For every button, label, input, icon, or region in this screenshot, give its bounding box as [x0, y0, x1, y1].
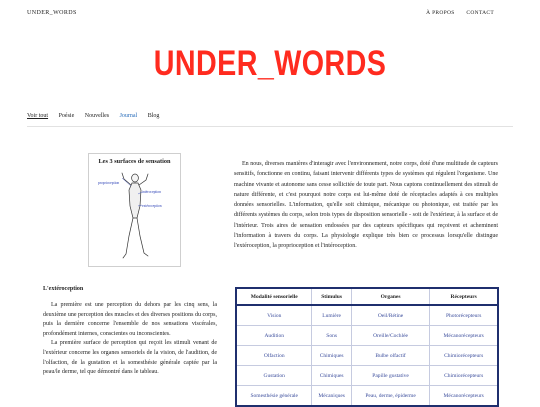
menu-divider — [27, 126, 513, 127]
body-paragraph: La première est une perception du dehors par les cinq sens, la deuxième une perception des muscles et des diverses positions du corps, puis la dernière concerne l'ensemble de nos sensations viscérales, profondément internes, conscientes ou inconscientes. — [43, 302, 217, 337]
site-logo[interactable]: UNDER_WORDS — [153, 44, 387, 83]
top-nav — [416, 10, 494, 16]
table-cell: Mécaniques — [312, 386, 351, 407]
section-body — [43, 301, 217, 378]
label-interoception: intéroception — [142, 190, 161, 194]
col-header-modalite: Modalité sensorielle — [236, 288, 312, 305]
table-row — [236, 326, 498, 346]
table-cell: Mécanorécepteurs — [430, 326, 498, 346]
table-cell: Bulbe olfactif — [351, 346, 430, 366]
nav-about-link[interactable]: À PROPOS — [426, 10, 455, 16]
menu-item-nouvelles[interactable]: Nouvelles — [84, 113, 110, 119]
table-cell: Chimiorécepteurs — [430, 366, 498, 386]
table-cell: Chimiorécepteurs — [430, 346, 498, 366]
table-cell: Lumière — [312, 305, 351, 326]
table-cell: Somesthésie générale — [236, 386, 312, 407]
table-cell: Mécanorécepteurs — [430, 386, 498, 407]
col-header-organes: Organes — [351, 288, 430, 305]
table-cell: Oeil/Rétine — [351, 305, 430, 326]
sensory-table — [235, 287, 499, 407]
col-header-recepteurs: Récepteurs — [450, 293, 477, 300]
table-cell: Chimiques — [312, 366, 351, 386]
intro-text: En nous, diverses manières d'interagir avec l'environnement, notre corps, doté d'une multitude de capteurs sensitifs, fonctionne en continu, faisant intervenir différents types de systèmes qui régulent l'organisme. Une machine vivante et autonome sans cesse sollicitée de toute part. Nous captons continuellement des stimuli de nature différente, et c'est pourquoi notre corps est lui-même doté de réceptacles adaptés à ces multiples données sensorielles. L'information, qu'elle soit chimique, mécanique ou photonique, est traitée par les différents systèmes du corps, selon trois types de disposition sensorielle - soit de l'extérieur, à la surface et de l'intérieur. Trois aires de sensation endossées par des capteurs spécifiques qui reçoivent et acheminent l'information à travers du corps. La physiologie explique très bien ce processus lorsqu'elle distingue l'extéroception, la proprioception et l'intéroception. — [234, 161, 498, 250]
table-cell: Olfaction — [236, 346, 312, 366]
menu-item-blog[interactable]: Blog — [147, 113, 160, 119]
body-paragraph: La première surface de perception qui reçoit les stimuli venant de l'extérieur concerne les organes sensoriels de la vision, de l'audition, de l'olfaction, de la gustation et la somesthésie générale captée par la peau/le derme, tel que démontré dans le tableau. — [43, 340, 217, 376]
table-header-row — [236, 288, 498, 305]
site-name[interactable]: UNDER_WORDS — [27, 10, 77, 16]
menu-item-voir-tout[interactable]: Voir tout — [27, 113, 49, 119]
table-cell: Audition — [236, 326, 312, 346]
menu-item-journal[interactable]: Journal — [119, 113, 138, 119]
table-row — [236, 366, 498, 386]
table-cell: Papille gustative — [351, 366, 430, 386]
sensation-figure — [88, 153, 181, 267]
table-row — [236, 386, 498, 407]
table-cell: Chimiques — [312, 346, 351, 366]
table-cell: Vision — [236, 305, 312, 326]
table-cell: Photorécepteurs — [430, 305, 498, 326]
table-cell: Peau, derme, épiderme — [351, 386, 430, 407]
table-row — [236, 346, 498, 366]
intro-paragraph — [234, 159, 498, 252]
nav-contact-link[interactable]: CONTACT — [466, 10, 494, 16]
table-cell: Gustation — [236, 366, 312, 386]
top-bar — [0, 0, 540, 26]
category-menu — [27, 113, 168, 119]
menu-item-poesie[interactable]: Poésie — [58, 113, 75, 119]
table-cell: Oreille/Cochlée — [351, 326, 430, 346]
section-title: L'extéroception — [43, 286, 84, 292]
table-cell: Sons — [312, 326, 351, 346]
col-header-stimulus: Stimulus — [312, 288, 351, 305]
table-row — [236, 305, 498, 326]
figure-title: Les 3 surfaces de sensation — [98, 158, 171, 165]
label-proprioception: proprioception — [98, 181, 120, 185]
label-exteroception: extéroception — [142, 204, 162, 208]
